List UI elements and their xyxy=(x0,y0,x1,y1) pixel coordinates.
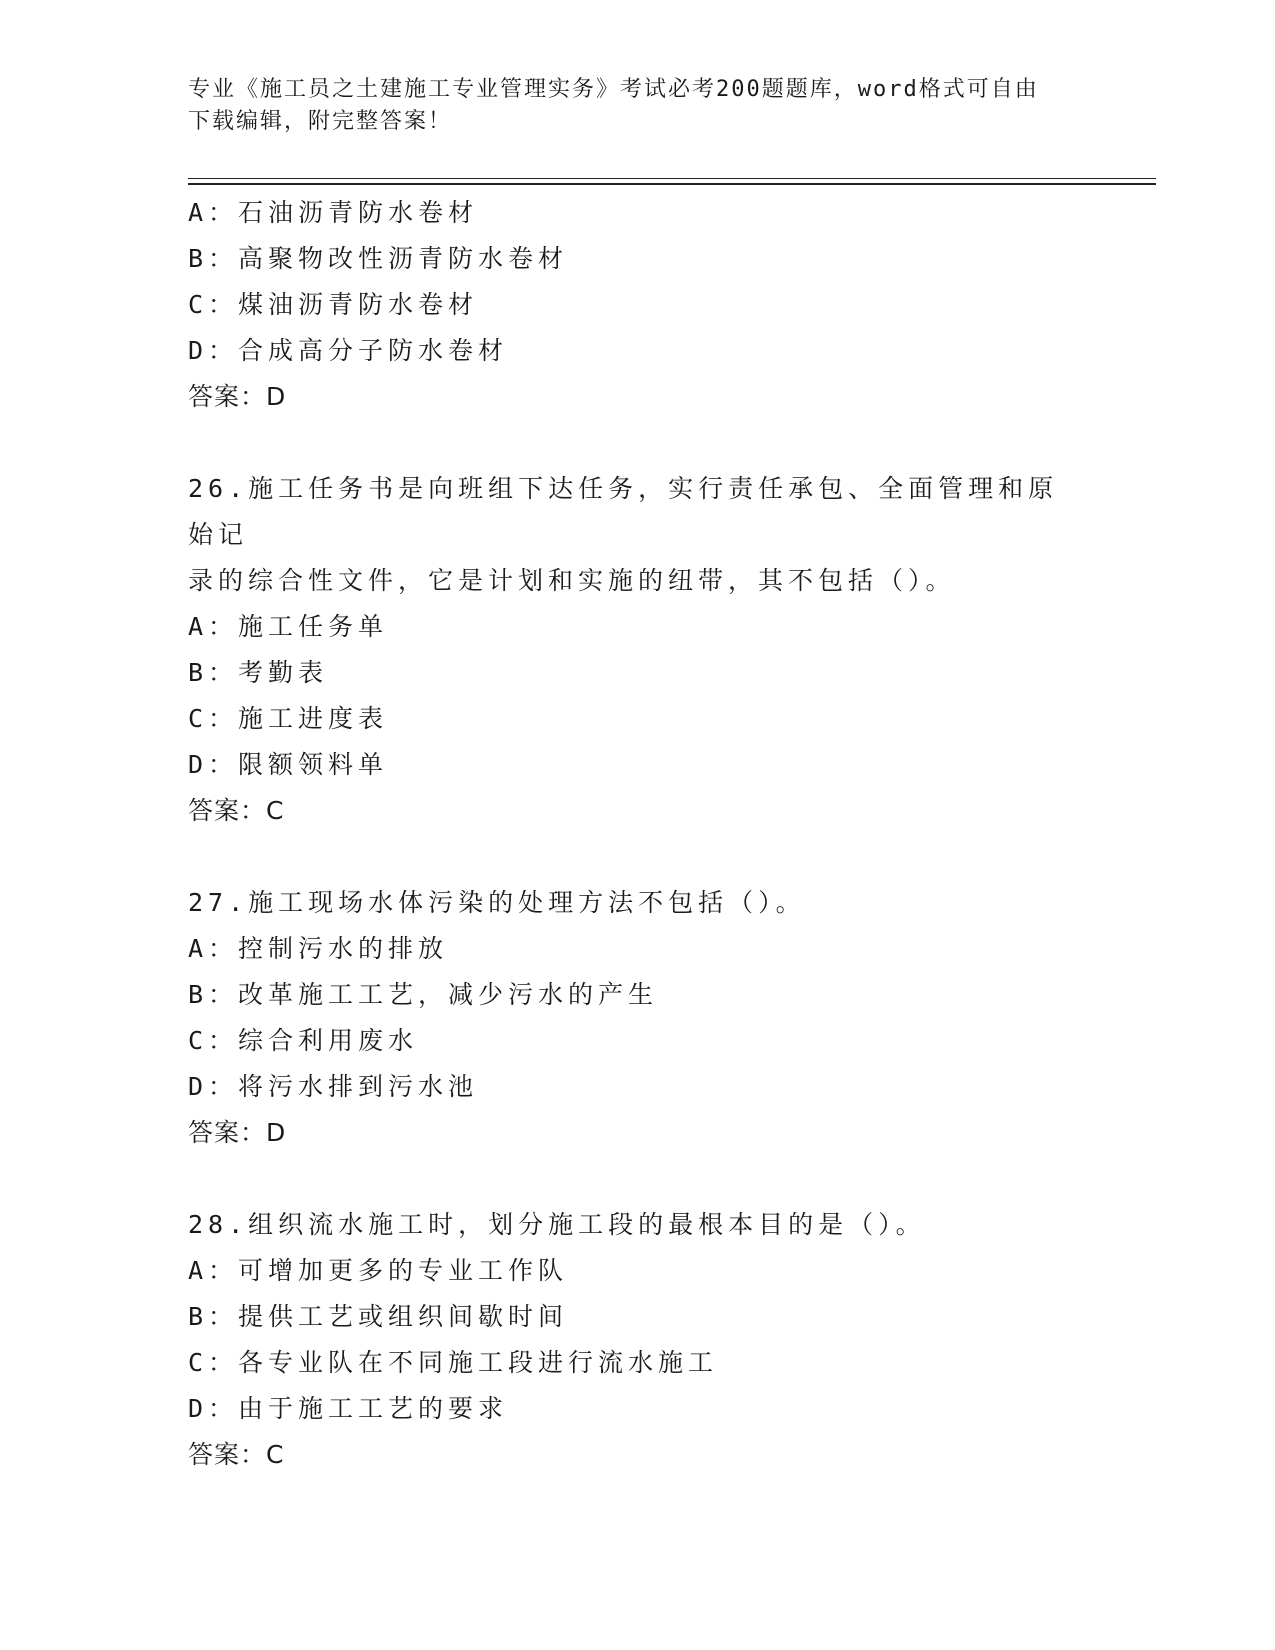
option-b: B：考勤表 xyxy=(188,658,329,687)
answer: 答案：D xyxy=(188,1118,287,1147)
option-a: A：石油沥青防水卷材 xyxy=(188,198,479,227)
question-list xyxy=(188,190,1088,1478)
question-28 xyxy=(188,1202,1088,1478)
question-stem-line-2: 录的综合性文件，它是计划和实施的纽带，其不包括（）。 xyxy=(188,566,956,595)
question-stem: 27.施工现场水体污染的处理方法不包括（）。 xyxy=(188,888,806,917)
option-d: D：由于施工工艺的要求 xyxy=(188,1394,509,1423)
header-line-1: 专业《施工员之土建施工专业管理实务》考试必考200题题库，word格式可自由 xyxy=(188,77,1039,102)
option-b: B：提供工艺或组织间歇时间 xyxy=(188,1302,569,1331)
spacer xyxy=(188,420,1088,466)
answer: 答案：C xyxy=(188,796,285,825)
header-divider-thin xyxy=(188,178,1156,179)
option-d: D：限额领料单 xyxy=(188,750,389,779)
question-stem-line-1: 26.施工任务书是向班组下达任务，实行责任承包、全面管理和原始记 xyxy=(188,474,1059,549)
question-stem: 28.组织流水施工时，划分施工段的最根本目的是（）。 xyxy=(188,1210,926,1239)
option-c: C：综合利用废水 xyxy=(188,1026,419,1055)
option-b: B：改革施工工艺，减少污水的产生 xyxy=(188,980,659,1009)
option-b: B：高聚物改性沥青防水卷材 xyxy=(188,244,569,273)
answer: 答案：D xyxy=(188,382,287,411)
question-26 xyxy=(188,466,1088,834)
option-c: C：煤油沥青防水卷材 xyxy=(188,290,479,319)
spacer xyxy=(188,834,1088,880)
spacer xyxy=(188,1156,1088,1202)
question-27 xyxy=(188,880,1088,1156)
document-header xyxy=(188,74,1088,138)
answer: 答案：C xyxy=(188,1440,285,1469)
option-a: A：控制污水的排放 xyxy=(188,934,449,963)
option-d: D：合成高分子防水卷材 xyxy=(188,336,509,365)
option-d: D：将污水排到污水池 xyxy=(188,1072,479,1101)
option-a: A：可增加更多的专业工作队 xyxy=(188,1256,569,1285)
option-a: A：施工任务单 xyxy=(188,612,389,641)
option-c: C：施工进度表 xyxy=(188,704,389,733)
header-line-2: 下载编辑，附完整答案！ xyxy=(188,109,453,134)
option-c: C：各专业队在不同施工段进行流水施工 xyxy=(188,1348,719,1377)
question-25 xyxy=(188,190,1088,420)
header-divider-thick xyxy=(188,183,1156,185)
